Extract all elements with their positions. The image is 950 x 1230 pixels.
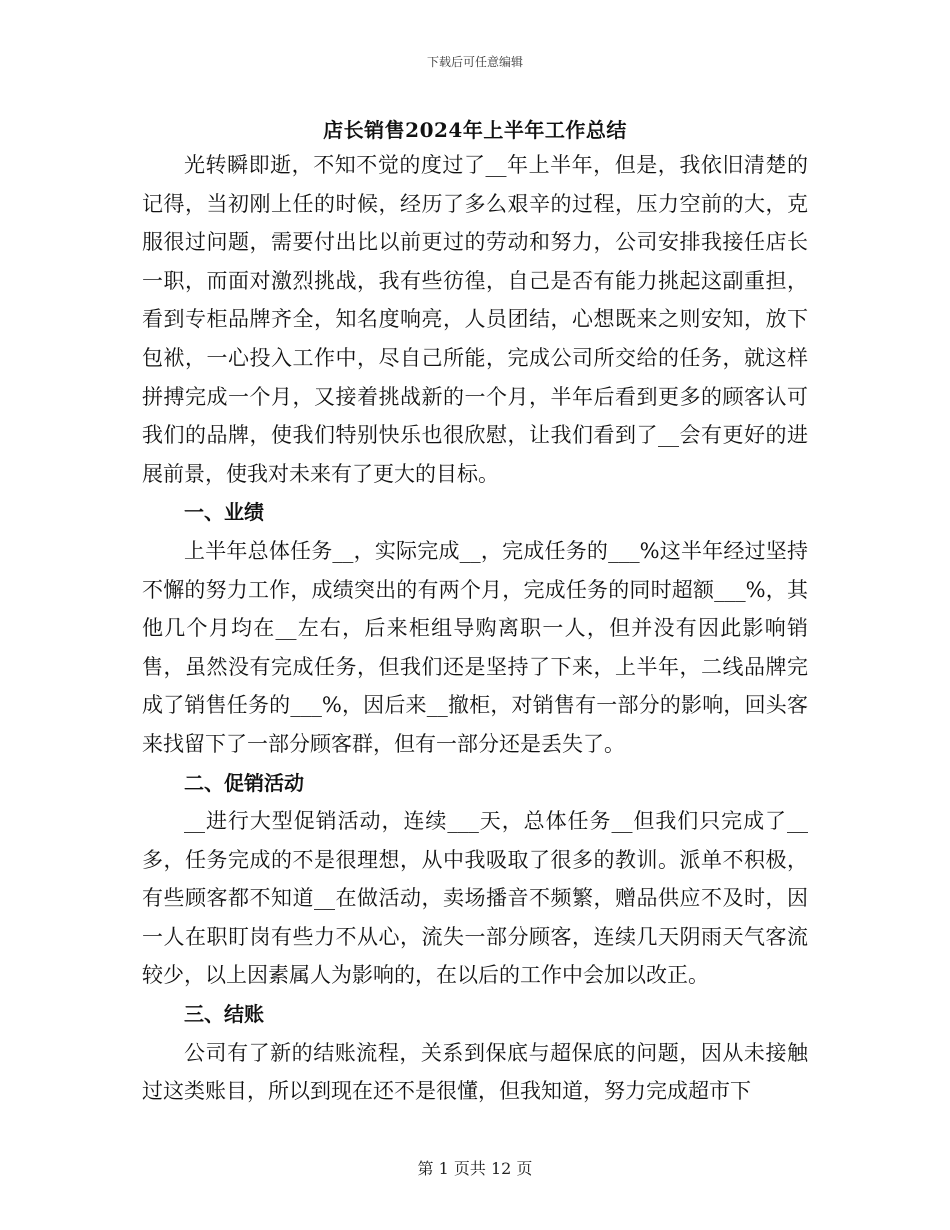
section-heading-promotion: 二、促销活动 — [184, 770, 304, 795]
header-note: 下载后可任意编辑 — [426, 55, 523, 69]
page-indicator: 第 1 页共 12 页 — [417, 1159, 533, 1178]
section-body-promotion: __进行大型促销活动，连续___天，总体任务__但我们只完成了__多，任务完成的不是很理想，从中我吸取了很多的教训。派单不积极，有些顾客都不知道__在做活动，卖场播音不频繁，赠品供应不及时，因一人在职盯岗有些力不从心，流失一部分顾客，连续几天阴雨天气客流较少，以上因素属人为影响的，在以后的工作中会加以改正。 — [142, 809, 808, 988]
section-heading-performance: 一、业绩 — [184, 500, 264, 525]
intro-paragraph: 光转瞬即逝，不知不觉的度过了__年上半年，但是，我依旧清楚的记得，当初刚上任的时候，经历了多么艰辛的过程，压力空前的大，克服很过问题，需要付出比以前更过的劳动和努力，公司安排我接任店长一职，而面对激烈挑战，我有些彷徨，自己是否有能力挑起这副重担，看到专柜品牌齐全，知名度响亮，人员团结，心想既来之则安知，放下包袱，一心投入工作中，尽自己所能，完成公司所交给的任务，就这样拼搏完成一个月，又接着挑战新的一个月，半年后看到更多的顾客认可我们的品牌，使我们特别快乐也很欣慰，让我们看到了__会有更好的进展前景，使我对未来有了更大的目标。 — [142, 153, 808, 486]
document-title: 店长销售2024年上半年工作总结 — [323, 118, 627, 142]
section-body-performance: 上半年总体任务__，实际完成__，完成任务的___%这半年经过坚持不懈的努力工作，成绩突出的有两个月，完成任务的同时超额___%，其他几个月均在__左右，后来柜组导购离职一人，但并没有因此影响销售，虽然没有完成任务，但我们还是坚持了下来，上半年，二线品牌完成了销售任务的___%，因后来__撤柜，对销售有一部分的影响，回头客来找留下了一部分顾客群，但有一部分还是丢失了。 — [142, 538, 808, 756]
section-body-settlement: 公司有了新的结账流程，关系到保底与超保底的问题，因从未接触过这类账目，所以到现在还不是很懂，但我知道，努力完成超市下 — [142, 1040, 808, 1104]
section-heading-settlement: 三、结账 — [184, 1002, 264, 1027]
document-body — [142, 146, 808, 1111]
